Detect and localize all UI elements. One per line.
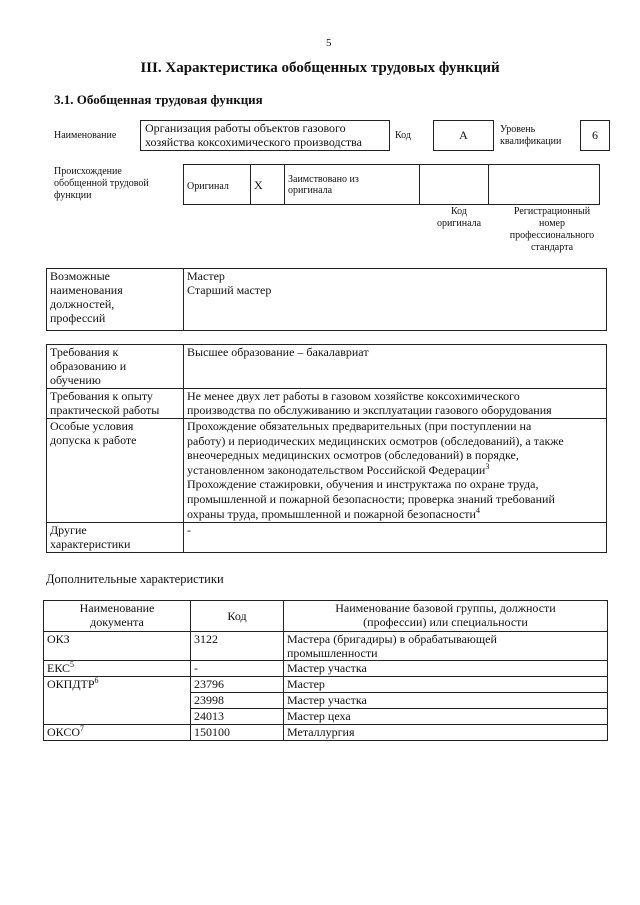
requirements-table [46, 344, 607, 553]
positions-value-line2: Старший мастер [187, 283, 272, 297]
row-code: 23796 [194, 677, 224, 691]
row-name-line1: Мастера (бригадиры) в обрабатывающей [287, 632, 497, 646]
row-name-line2: промышленности [287, 646, 378, 660]
positions-label-line4: профессий [50, 311, 106, 325]
row-code: 3122 [194, 632, 218, 646]
table-row [44, 661, 608, 677]
reg-caption-line3: профессионального [509, 230, 595, 241]
row-code: 150100 [194, 725, 230, 739]
row-name-line1: Мастер участка [287, 661, 367, 675]
experience-label-line1: Требования к опыту [50, 389, 153, 403]
table-row [44, 725, 608, 741]
experience-label-line2: практической работы [50, 403, 160, 417]
origin-reg-cell [489, 165, 600, 205]
origin-code-cell [420, 165, 489, 205]
education-label-line1: Требования к [50, 345, 119, 359]
row-code: 23998 [194, 693, 224, 707]
education-value: Высшее образование – бакалавриат [187, 345, 369, 359]
other-label-line2: характеристики [50, 537, 131, 551]
education-label-line2: образованию и [50, 359, 127, 373]
conditions-value-line4: установленном законодательством Российской Федерации [187, 462, 486, 477]
positions-label-line1: Возможные [50, 269, 110, 283]
footnote-ref-3: 3 [485, 461, 490, 471]
row-name-line1: Мастер цеха [287, 709, 351, 723]
row-code: 24013 [194, 709, 224, 723]
row-doc: ОКСО [47, 725, 81, 739]
origin-original-label: Оригинал [187, 180, 229, 192]
conditions-value-line6: промышленной и пожарной безопасности; проверка знаний требований [187, 491, 555, 506]
subsection-title: 3.1. Обобщенная трудовая функция [54, 92, 263, 107]
conditions-label-line2: допуска к работе [50, 433, 137, 447]
origin-label-line3: функции [54, 190, 92, 201]
origin-borrowed-label-line1: Заимствовано из [288, 174, 359, 185]
footnote-ref-4: 4 [475, 505, 480, 515]
level-value: 6 [592, 128, 598, 142]
code-caption-line1: Код [451, 206, 467, 217]
section-title: III. Характеристика обобщенных трудовых функций [140, 60, 500, 76]
origin-label-line2: обобщенной трудовой [54, 178, 149, 189]
footnote-ref-6: 6 [94, 676, 99, 685]
reg-caption-line1: Регистрационный [513, 206, 591, 217]
education-label-line3: обучению [50, 373, 101, 387]
footnote-ref-5: 5 [70, 660, 75, 669]
experience-value-line1: Не менее двух лет работы в газовом хозяйстве коксохимического [187, 389, 520, 403]
code-caption-line2: оригинала [436, 218, 482, 229]
col-doc-header-line2: документа [90, 615, 144, 629]
col-name-header-line1: Наименование базовой группы, должности [335, 601, 556, 615]
footnote-ref-7: 7 [80, 724, 85, 733]
origin-borrowed-label-line2: оригинала [288, 185, 333, 196]
positions-label-line2: наименования [50, 283, 123, 297]
origin-table [183, 164, 600, 205]
other-label-line1: Другие [50, 523, 87, 537]
row-name-line1: Металлургия [287, 725, 355, 739]
row-doc: ОКПДТР [47, 677, 95, 691]
col-doc-header-line1: Наименование [79, 601, 155, 615]
reg-caption-line4: стандарта [530, 242, 574, 253]
code-value: А [459, 128, 468, 142]
level-label-line1: Уровень [500, 124, 536, 135]
table-row [44, 632, 608, 661]
origin-original-mark: X [254, 177, 263, 192]
conditions-value-line2: работу) и периодических медицинских осмотров (обследований), а также [187, 433, 564, 448]
conditions-value-line7: охраны труда, промышленной и пожарной безопасности [187, 506, 476, 521]
name-label: Наименование [54, 130, 117, 141]
positions-value-line1: Мастер [187, 269, 225, 283]
col-code-header: Код [227, 609, 247, 623]
code-label: Код [395, 130, 411, 141]
row-name-line1: Мастер участка [287, 693, 367, 707]
row-code: - [194, 661, 198, 675]
conditions-value-line5: Прохождение стажировки, обучения и инструктажа по охране труда, [187, 477, 539, 492]
col-name-header-line2: (профессии) или специальности [363, 615, 528, 629]
conditions-value-line3: внеочередных медицинских осмотров (обследований) в порядке, [187, 448, 519, 463]
conditions-label-line1: Особые условия [50, 419, 134, 433]
table-row [44, 677, 608, 693]
row-name-line1: Мастер [287, 677, 325, 691]
experience-value-line2: производства по обслуживанию и эксплуатации газового оборудования [187, 403, 552, 417]
positions-label-line3: должностей, [50, 297, 115, 311]
origin-label-line1: Происхождение [54, 166, 122, 177]
level-label-line2: квалификации [500, 136, 562, 147]
additional-title: Дополнительные характеристики [46, 572, 224, 586]
name-value-line1: Организация работы объектов газового [145, 121, 346, 135]
conditions-value-line1: Прохождение обязательных предварительных (при поступлении на [187, 419, 532, 433]
positions-table [46, 268, 607, 331]
reg-caption-line2: номер [539, 218, 565, 229]
row-doc: ОКЗ [47, 632, 70, 646]
row-doc: ЕКС [47, 661, 71, 675]
page-number: 5 [326, 37, 332, 49]
other-value: - [187, 523, 191, 537]
additional-table [43, 600, 608, 741]
name-value-line2: хозяйства коксохимического производства [145, 135, 363, 149]
